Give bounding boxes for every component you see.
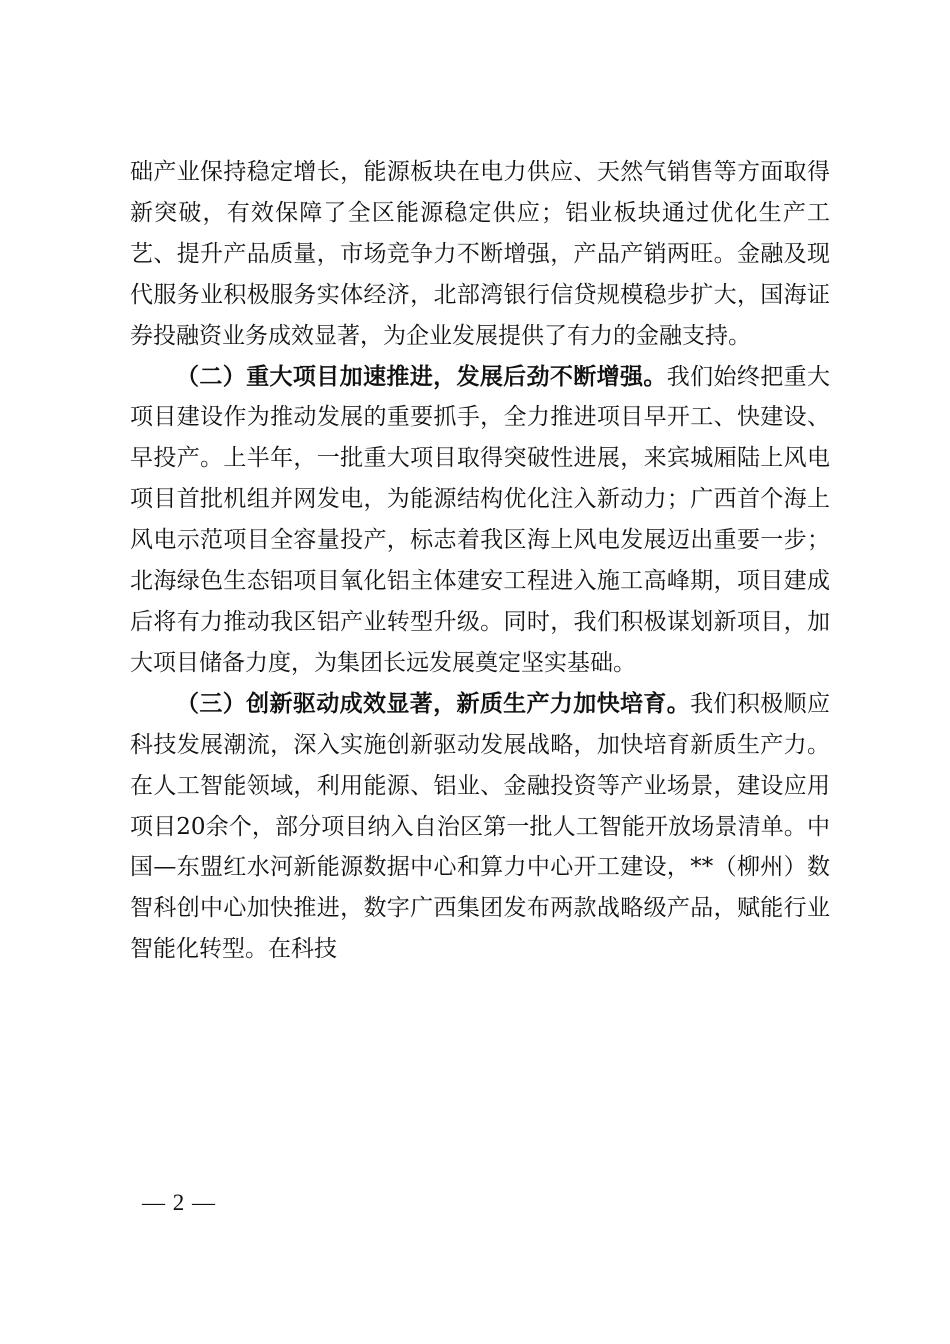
- paragraph-1: [130, 152, 830, 357]
- paragraph-3: [130, 684, 830, 970]
- paragraph-1-text: 础产业保持稳定增长，能源板块在电力供应、天然气销售等方面取得新突破，有效保障了全区能源稳定供应；铝业板块通过优化生产工艺、提升产品质量，市场竞争力不断增强，产品产销两旺。金融及现代服务业积极服务实体经济，北部湾银行信贷规模稳步扩大，国海证券投融资业务成效显著，为企业发展提供了有力的金融支持。: [130, 159, 830, 349]
- document-body: [130, 152, 830, 970]
- paragraph-2-text: 我们始终把重大项目建设作为推动发展的重要抓手，全力推进项目早开工、快建设、早投产。上半年，一批重大项目取得突破性进展，来宾城厢陆上风电项目首批机组并网发电，为能源结构优化注入新动力；广西首个海上风电示范项目全容量投产，标志着我区海上风电发展迈出重要一步；北海绿色生态铝项目氧化铝主体建安工程进入施工高峰期，项目建成后将有力推动我区铝产业转型升级。同时，我们积极谋划新项目，加大项目储备力度，为集团长远发展奠定坚实基础。: [130, 363, 831, 676]
- page-number: — 2 —: [142, 1190, 216, 1215]
- paragraph-2-heading: （二）重大项目加速推进，发展后劲不断增强。: [176, 362, 667, 390]
- paragraph-3-heading: （三）创新驱动成效显著，新质生产力加快培育。: [176, 689, 691, 717]
- paragraph-3-text: 我们积极顺应科技发展潮流，深入实施创新驱动发展战略，加快培育新质生产力。在人工智能领域，利用能源、铝业、金融投资等产业场景，建设应用项目20余个，部分项目纳入自治区第一批人工智能开放场景清单。中国—东盟红水河新能源数据中心和算力中心开工建设，**（柳州）数智科创中心加快推进，数字广西集团发布两款战略级产品，赋能行业智能化转型。在科技: [130, 690, 831, 963]
- paragraph-2: [130, 357, 830, 684]
